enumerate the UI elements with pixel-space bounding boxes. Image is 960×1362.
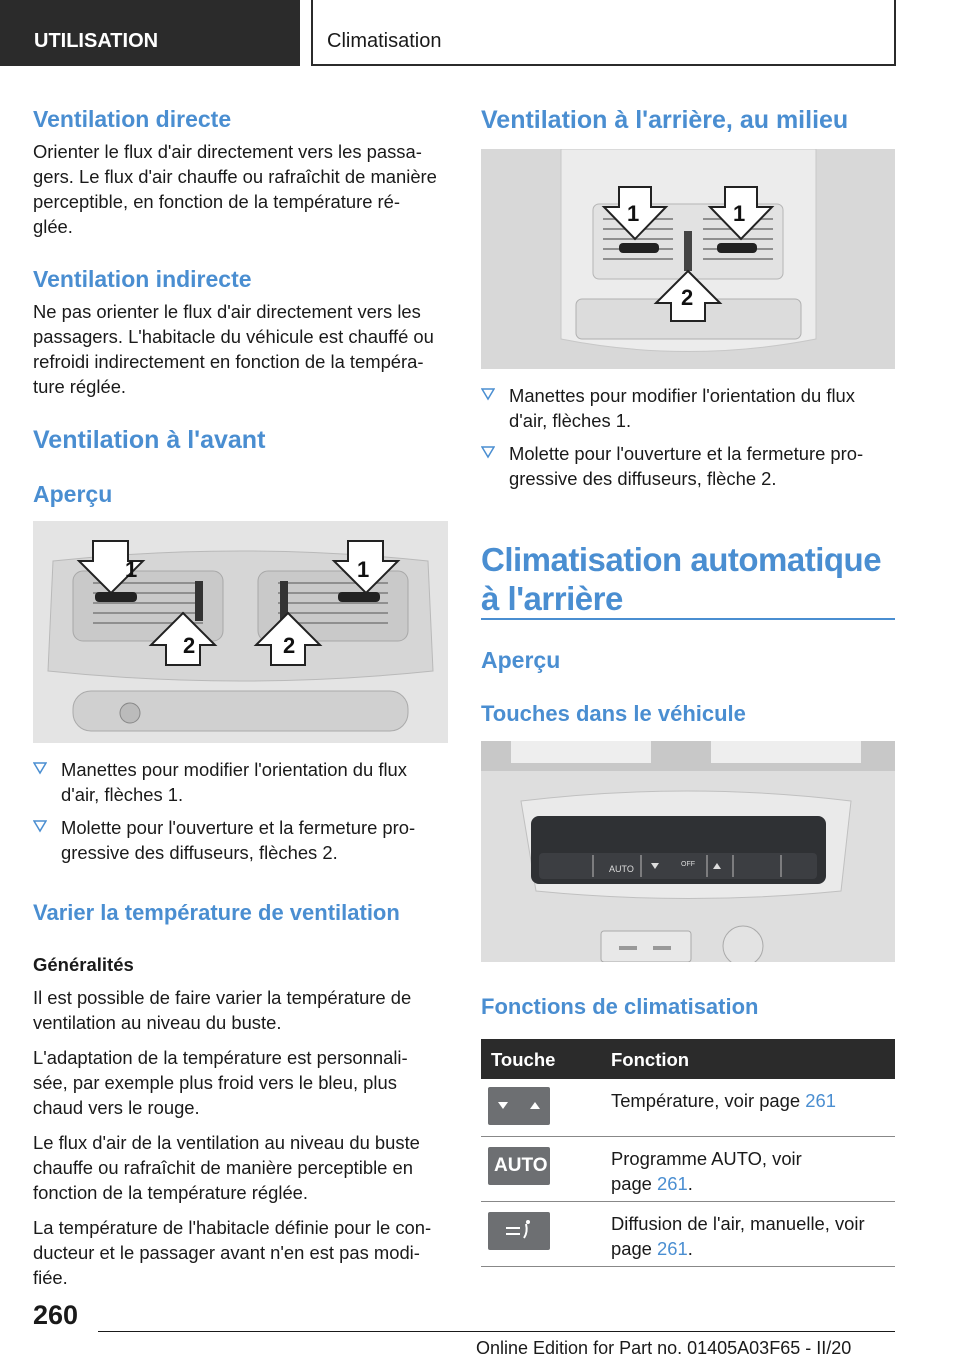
col-header-fonction: Fonction [611,1049,690,1070]
ventilation-indirecte-heading: Ventilation indirecte [33,266,252,292]
page-number: 260 [33,1300,79,1330]
text-line: sée, par exemple plus froid vers le bleu, plus [33,1072,397,1093]
chapter-tab [311,0,896,66]
arrow-label: 2 [183,633,196,658]
text-line: passagers. L'habitacle du véhicule est chauffé ou [33,326,434,347]
text-line: ducteur et le passager avant n'en est pas modi- [33,1242,420,1263]
text-line: Manettes pour modifier l'orientation du flux [61,759,407,780]
touches-heading: Touches dans le véhicule [481,701,746,726]
heading-rule [481,618,895,620]
arrow-label: 1 [627,201,640,226]
ventilation-arriere-heading: Ventilation à l'arrière, au milieu [481,106,849,134]
arrow-label: 2 [283,633,296,658]
page-link[interactable]: 261 [657,1238,688,1259]
ventilation-indirecte-text [33,299,434,399]
text-line: Il est possible de faire varier la température de [33,987,412,1008]
generalites-text [33,985,448,1290]
heading-line: à l'arrière [481,580,623,617]
text-line: gressive des diffuseurs, flèches 2. [61,842,338,863]
text-line: Molette pour l'ouverture et la fermeture pro- [509,443,864,464]
front-vents-photo [33,521,448,743]
text-line: refroidi indirectement en fonction de la tempéra- [33,351,424,372]
auto-key-label: AUTO [494,1155,548,1176]
auto-key-icon [488,1147,550,1185]
text-line: chaud vers le rouge. [33,1097,200,1118]
page-link[interactable]: 261 [805,1090,836,1111]
function-text-part: page [611,1173,658,1194]
list-item [33,757,448,809]
generalites-heading: Généralités [33,954,134,975]
section-label: UTILISATION [34,30,159,52]
page-link[interactable]: 261 [657,1173,688,1194]
climatisation-auto-heading [481,540,881,618]
function-text: Diffusion de l'air, manuelle, voir page 261. [611,1213,865,1259]
arrow-label: 1 [357,557,370,582]
text-line: Ne pas orienter le flux d'air directement vers les [33,301,421,322]
list-item [481,383,895,435]
list-item [33,815,448,867]
function-text-part: Diffusion de l'air, manuelle, voir [611,1213,865,1234]
table-row [481,1202,895,1267]
col-header-touche: Touche [491,1049,556,1070]
text-line: Orienter le flux d'air directement vers les passa- [33,141,422,162]
ventilation-avant-heading: Ventilation à l'avant [33,426,266,454]
apercu-heading-right: Aperçu [481,647,561,673]
text-line: ture réglée. [33,376,127,397]
chapter-label: Climatisation [327,30,442,52]
text-line: Molette pour l'ouverture et la fermeture pro- [61,817,416,838]
table-row [481,1137,895,1202]
rear-vents-photo [481,149,895,369]
function-text-part: Température, voir page [611,1090,806,1111]
bullet-triangle-icon [481,387,495,401]
text-line: fiée. [33,1267,68,1288]
text-line: chauffe ou rafraîchit de manière perceptible en [33,1157,413,1178]
air-distribution-icon [488,1212,550,1250]
text-line: glée. [33,216,73,237]
text-line: d'air, flèches 1. [509,410,632,431]
table-row [481,1079,895,1137]
text-line: Le flux d'air de la ventilation au niveau du buste [33,1132,420,1153]
panel-auto-label: AUTO [609,864,634,874]
arrow-label: 1 [125,557,138,582]
varier-heading: Varier la température de ventilation [33,900,400,925]
text-line: perceptible, en fonction de la température ré- [33,191,401,212]
edition-note: Online Edition for Part no. 01405A03F65 - II/20 [476,1338,852,1358]
function-text-part: page [611,1238,658,1259]
text-line: Manettes pour modifier l'orientation du flux [509,385,855,406]
list-item [481,441,895,493]
text-line: gressive des diffuseurs, flèche 2. [509,468,777,489]
text-line: gers. Le flux d'air chauffe ou rafraîchit de manière [33,166,437,187]
text-line: fonction de la température réglée. [33,1182,309,1203]
apercu-heading: Aperçu [33,481,113,507]
arrow-label: 1 [733,201,746,226]
bullet-triangle-icon [481,445,495,459]
function-table-header [481,1039,895,1079]
text-line: La température de l'habitacle définie pour le con- [33,1217,432,1238]
rear-panel-photo [481,741,895,962]
ventilation-directe-text [33,139,437,239]
temperature-arrows-icon [488,1087,550,1125]
bullet-triangle-icon [33,819,47,833]
arrow-label: 2 [681,285,694,310]
footer-rule [98,1331,895,1332]
text-line: ventilation au niveau du buste. [33,1012,282,1033]
panel-off-label: OFF [681,861,695,868]
bullet-triangle-icon [33,761,47,775]
text-line: L'adaptation de la température est personnali- [33,1047,408,1068]
heading-line: Climatisation automatique [481,541,882,578]
section-tab [0,0,300,66]
text-line: d'air, flèches 1. [61,784,184,805]
function-text [611,1088,836,1113]
ventilation-directe-heading: Ventilation directe [33,106,232,132]
function-text-part: Programme AUTO, voir [611,1148,802,1169]
fonctions-heading: Fonctions de climatisation [481,994,759,1019]
function-text: Programme AUTO, voir page 261. [611,1148,802,1194]
